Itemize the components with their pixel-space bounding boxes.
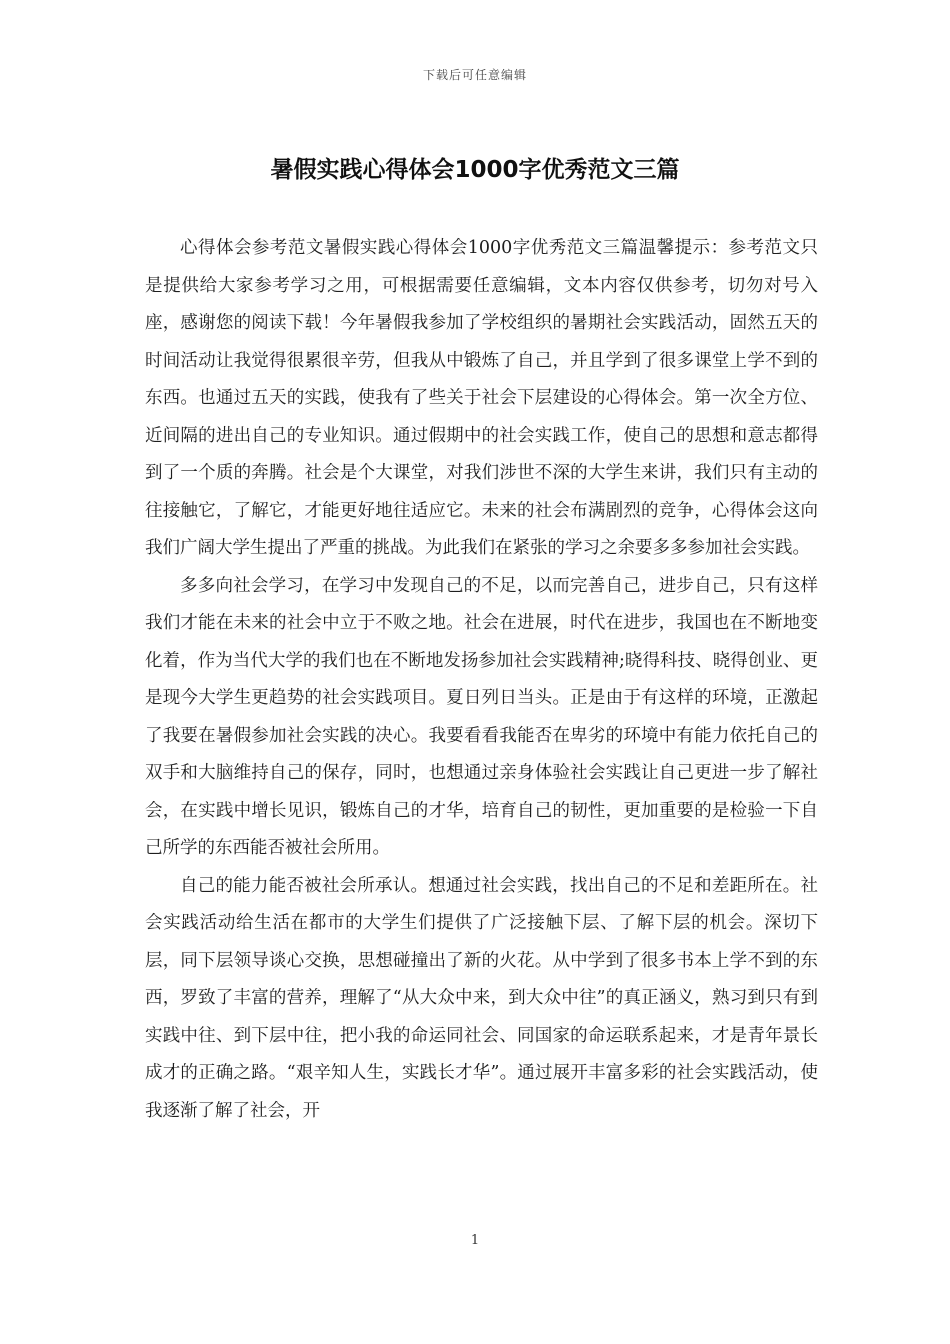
body-paragraph: 多多向社会学习，在学习中发现自己的不足，以而完善自己，进步自己，只有这样我们才能在未来的社会中立于不败之地。社会在进展，时代在进步，我国也在不断地变化着，作为当代大学的我们也在不断地发扬参加社会实践精神;晓得科技、晓得创业、更是现今大学生更趋势的社会实践项目。夏日列日当头。正是由于有这样的环境，正激起了我要在暑假参加社会实践的决心。我要看看我能否在卑劣的环境中有能力依托自己的双手和大脑维持自己的保存，同时，也想通过亲身体验社会实践让自己更进一步了解社会，在实践中增长见识，锻炼自己的才华，培育自己的韧性，更加重要的是检验一下自己所学的东西能否被社会所用。 xyxy=(145,575,818,858)
body-paragraph: 心得体会参考范文暑假实践心得体会1000字优秀范文三篇温馨提示：参考范文只是提供给大家参考学习之用，可根据需要任意编辑，文本内容仅供参考，切勿对号入座，感谢您的阅读下载！今年暑假我参加了学校组织的暑期社会实践活动，固然五天的时间活动让我觉得很累很辛劳，但我从中锻炼了自己，并且学到了很多课堂上学不到的东西。也通过五天的实践，使我有了些关于社会下层建设的心得体会。第一次全方位、近间隔的进出自己的专业知识。通过假期中的社会实践工作，使自己的思想和意志都得到了一个质的奔腾。社会是个大课堂，对我们涉世不深的大学生来讲，我们只有主动的往接触它，了解它，才能更好地往适应它。未来的社会布满剧烈的竞争，心得体会这向我们广阔大学生提出了严重的挑战。为此我们在紧张的学习之余要多多参加社会实践。 xyxy=(145,238,818,558)
document-title: 暑假实践心得体会1000字优秀范文三篇 xyxy=(270,157,680,183)
page-header-note: 下载后可任意编辑 xyxy=(422,68,527,82)
page-number: 1 xyxy=(470,1233,480,1248)
body-paragraph: 自己的能力能否被社会所承认。想通过社会实践，找出自己的不足和差距所在。社会实践活动给生活在都市的大学生们提供了广泛接触下层、了解下层的机会。深切下层，同下层领导谈心交换，思想碰撞出了新的火花。从中学到了很多书本上学不到的东西，罗致了丰富的营养，理解了“从大众中来，到大众中往”的真正涵义，熟习到只有到实践中往、到下层中往，把小我的命运同社会、同国家的命运联系起来，才是青年景长成才的正确之路。“艰辛知人生，实践长才华”。通过展开丰富多彩的社会实践活动，使我逐渐了解了社会，开 xyxy=(145,875,818,1121)
document-body xyxy=(145,230,818,1130)
